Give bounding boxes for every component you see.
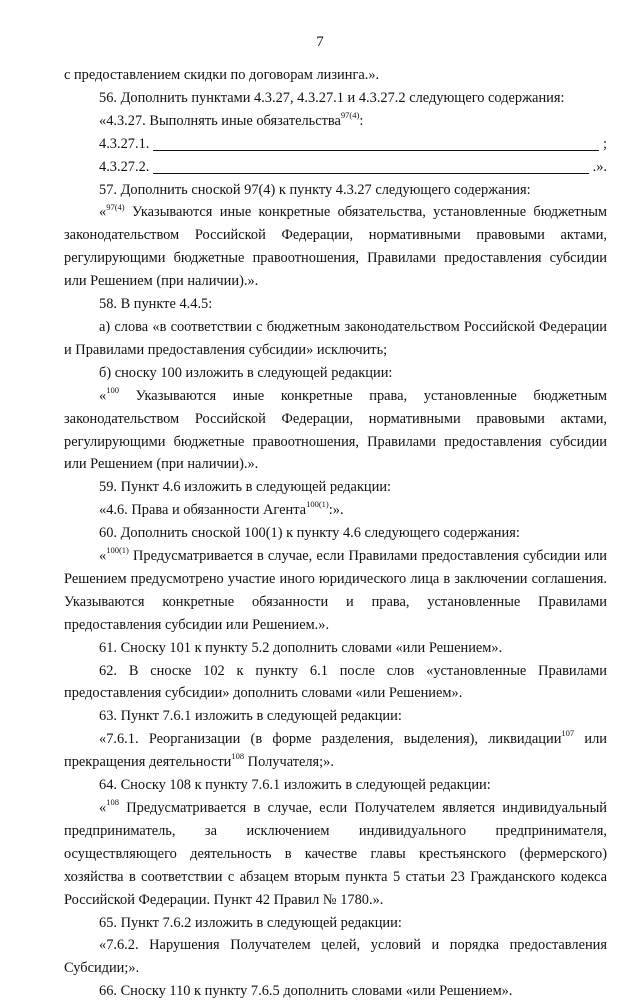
paragraph bbox=[64, 201, 607, 293]
paragraph-text: б) сноску 100 изложить в следующей редакции: bbox=[99, 364, 393, 381]
fill-line-end: ; bbox=[603, 135, 607, 152]
footnote-marker: 97(4) bbox=[340, 110, 360, 121]
paragraph-text: Указываются иные конкретные права, установленные бюджетным законодательством Российской Федерации, нормативными правовыми актами, регулирующими бюджетные правоотношения, Правилами предоставления субсидии или Решением (при наличии).». bbox=[64, 387, 607, 473]
paragraph bbox=[64, 179, 607, 202]
paragraph-text: 64. Сноску 108 к пункту 7.6.1 изложить в следующей редакции: bbox=[99, 777, 491, 794]
paragraph-text: « bbox=[99, 387, 107, 404]
paragraph-text: или прекращения деятельности bbox=[64, 731, 607, 771]
footnote-marker: 97(4) bbox=[106, 201, 125, 212]
paragraph-text: 66. Сноску 110 к пункту 7.6.5 дополнить словами «или Решением». bbox=[99, 983, 513, 1000]
paragraph-text: 59. Пункт 4.6 изложить в следующей редакции: bbox=[99, 479, 392, 496]
paragraph-text: 62. В сноске 102 к пункту 6.1 после слов «установленные Правилами предоставления субсидии» дополнить словами «или Решением». bbox=[64, 662, 607, 702]
paragraph-text: с предоставлением скидки по договорам лизинга.». bbox=[64, 67, 380, 83]
footnote-marker: 100 bbox=[106, 384, 119, 395]
paragraph-text: а) слова «в соответствии с бюджетным законодательством Российской Федерации и Правилами предоставления субсидии» исключить; bbox=[64, 318, 607, 358]
paragraph-text: :». bbox=[328, 502, 344, 519]
paragraph bbox=[64, 476, 607, 499]
paragraph bbox=[64, 705, 607, 728]
footnote-marker: 100(1) bbox=[106, 545, 129, 556]
paragraph bbox=[64, 110, 607, 133]
paragraph bbox=[64, 362, 607, 385]
paragraph-text: «4.6. Права и обязанности Агента bbox=[99, 502, 307, 519]
paragraph-text: «4.3.27. Выполнять иные обязательства bbox=[99, 112, 341, 129]
paragraph-text: 57. Дополнить сноской 97(4) к пункту 4.3.27 следующего содержания: bbox=[99, 181, 531, 198]
paragraph-text: Предусматривается в случае, если Получателем является индивидуальный предприниматель, за исключением индивидуального предпринимателя, осуществляющего деятельность в качестве главы крестьянского (фермерского) хозяйства в соответствии с абзацем вторым пункта 5 статьи 23 Гражданского кодекса Российской Федерации. Пункт 42 Правил № 1780.». bbox=[64, 800, 607, 908]
paragraph bbox=[64, 499, 607, 522]
paragraph-text: 61. Сноску 101 к пункту 5.2 дополнить словами «или Решением». bbox=[99, 639, 503, 656]
paragraph-text: 65. Пункт 7.6.2 изложить в следующей редакции: bbox=[99, 914, 402, 931]
fill-line-label: 4.3.27.1. bbox=[99, 135, 150, 152]
paragraph-text: 56. Дополнить пунктами 4.3.27, 4.3.27.1 и 4.3.27.2 следующего содержания: bbox=[99, 89, 565, 106]
paragraph-text: Получателя;». bbox=[244, 754, 334, 771]
paragraph bbox=[64, 774, 607, 797]
footnote-marker: 108 bbox=[231, 751, 245, 762]
paragraph-text: « bbox=[99, 204, 107, 221]
fill-in-line bbox=[64, 156, 607, 179]
paragraph-text: Указываются иные конкретные обязательства, установленные бюджетным законодательством Российской Федерации, нормативными правовыми актами, регулирующими бюджетные правоотношения, Правилами предоставления субсидии или Решением (при наличии).». bbox=[64, 204, 607, 290]
paragraph bbox=[64, 316, 607, 362]
paragraph-text: « bbox=[99, 800, 107, 816]
footnote-marker: 108 bbox=[106, 797, 119, 808]
paragraph-text: «7.6.2. Нарушения Получателем целей, условий и порядка предоставления Субсидии;». bbox=[64, 937, 607, 977]
paragraph bbox=[64, 87, 607, 110]
blank-underline bbox=[153, 150, 599, 151]
document-body bbox=[64, 64, 607, 1003]
paragraph-text: : bbox=[359, 112, 364, 129]
footnote-marker: 107 bbox=[561, 728, 575, 739]
paragraph bbox=[64, 934, 607, 980]
fill-in-line bbox=[64, 133, 607, 156]
paragraph-text: « bbox=[99, 548, 107, 565]
paragraph bbox=[64, 660, 607, 706]
paragraph bbox=[64, 545, 607, 637]
footnote-marker: 100(1) bbox=[306, 499, 329, 510]
paragraph bbox=[64, 912, 607, 935]
paragraph bbox=[64, 637, 607, 660]
page-number: 7 bbox=[316, 34, 324, 50]
paragraph-text: 63. Пункт 7.6.1 изложить в следующей редакции: bbox=[99, 708, 402, 725]
paragraph-text: Предусматривается в случае, если Правилами предоставления субсидии или Решением предусмотрено участие иного юридического лица в заключении соглашения. Указываются конкретные обязанности и права, установленные Правилами предоставления субсидии или Решением.». bbox=[64, 548, 607, 633]
paragraph-text: 58. В пункте 4.4.5: bbox=[99, 296, 213, 313]
paragraph bbox=[64, 385, 607, 477]
paragraph bbox=[64, 522, 607, 545]
paragraph bbox=[64, 64, 607, 87]
fill-line-label: 4.3.27.2. bbox=[99, 158, 150, 175]
paragraph bbox=[64, 980, 607, 1003]
blank-underline bbox=[153, 173, 588, 174]
paragraph bbox=[64, 728, 607, 774]
fill-line-end: .». bbox=[592, 158, 607, 175]
paragraph bbox=[64, 293, 607, 316]
paragraph bbox=[64, 797, 607, 912]
paragraph-text: «7.6.1. Реорганизации (в форме разделения, выделения), ликвидации bbox=[99, 731, 562, 748]
paragraph-text: 60. Дополнить сноской 100(1) к пункту 4.6 следующего содержания: bbox=[99, 525, 520, 542]
